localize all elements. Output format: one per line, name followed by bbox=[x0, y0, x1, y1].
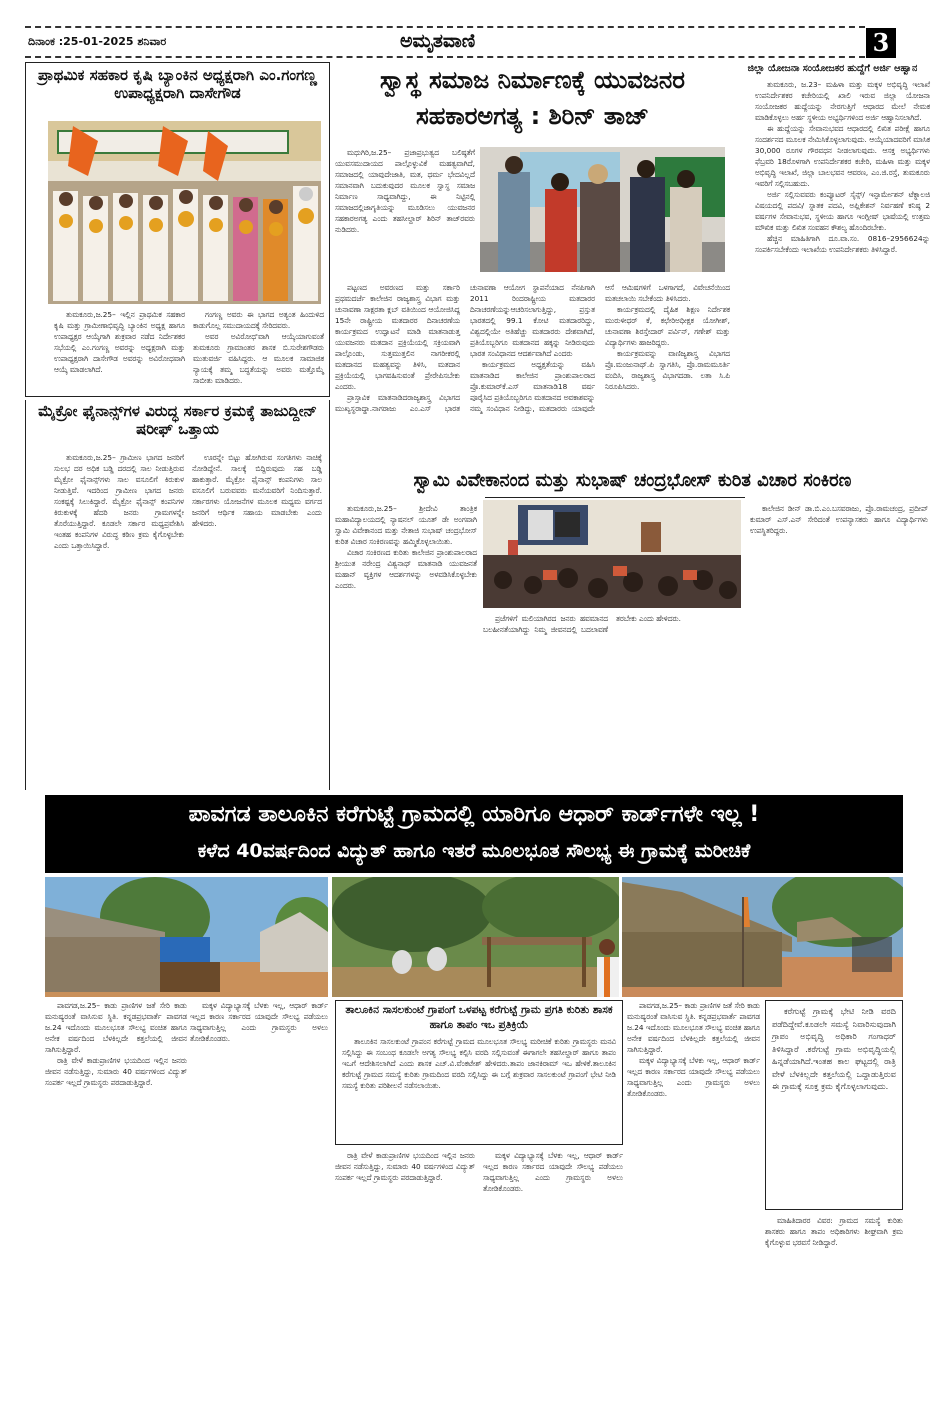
article-micro-finance bbox=[25, 400, 330, 790]
article-col-1 bbox=[335, 503, 477, 788]
headline: ಮೈಕ್ರೋ ಫೈನಾನ್ಸ್‌ಗಳ ವಿರುದ್ಧ ಸರ್ಕಾರ ಕ್ರಮಕ್ಕೆ ತಾಜುದ್ದೀನ್ ಷರೀಫ್ ಒತ್ತಾಯ bbox=[38, 402, 317, 438]
paragraph: ರಾತ್ರಿ ವೇಳೆ ಕಾಡುಪ್ರಾಣಿಗಳ ಭಯದಿಂದ ಇಲ್ಲಿನ ಜನರು ಜೀವನ ನಡೆಸುತ್ತಿದ್ದು, ಸುಮಾರು 40 ವರ್ಷಗಳಿಂದ ವಿದ್ಯುತ್ ಸಂಪರ್ಕ ಇಲ್ಲದೆ ಗ್ರಾಮಸ್ಥರು ಪರದಾಡುತ್ತಿದ್ದಾರೆ. bbox=[45, 1056, 187, 1087]
photo-oath-ceremony-icon bbox=[480, 147, 725, 272]
paragraph: ವಿಚಾರ ಸಂಕಿರಣದ ಕುರಿತು ಕಾಲೇಜಿನ ಪ್ರಾಂಶುಪಾಲರಾದ ಶ್ರೀಯುತ ನರೇಂದ್ರ ವಿಶ್ವನಾಥ್ ಮಾತನಾಡಿ ಯುವಜನತೆ ಮಹಾನ್ ವ್ಯಕ್ತಿಗಳ ಆದರ್ಶಗಳನ್ನು ಅಳವಡಿಸಿಕೊಳ್ಳಬೇಕು ಎಂದರು. bbox=[335, 548, 477, 590]
article-body bbox=[54, 309, 324, 386]
photo-thatched-huts bbox=[622, 877, 903, 997]
article-voters-day bbox=[335, 62, 730, 462]
article-col-2 bbox=[483, 613, 741, 788]
photo-seminar-hall bbox=[483, 500, 741, 608]
masthead-rule-top bbox=[25, 26, 865, 28]
masthead-rule-bottom bbox=[25, 56, 865, 58]
karegutte-banner-headline bbox=[45, 795, 903, 873]
article-district-coordinator bbox=[735, 62, 930, 462]
photo-tin-roof-huts bbox=[45, 877, 328, 997]
article-vivekananda-seminar bbox=[335, 465, 930, 790]
photo-oath-ceremony bbox=[480, 147, 725, 272]
article-lead-column bbox=[335, 147, 475, 235]
box-headline: ತಾಲೂಕಿನ ಸಾಸಲಕುಂಟೆ ಗ್ರಾಪಂಗೆ ಒಳಪಟ್ಟ ಕರೆಗುಟ್ಟೆ ಗ್ರಾಮ ಪ್ರಗತಿ ಕುರಿತು ಶಾಸಕ ಹಾಗೂ ತಾಪಂ ಇಒ ಪ್ರತಿಕ್ರಿಯೆ bbox=[345, 1004, 613, 1031]
article-body bbox=[54, 452, 322, 782]
box-body bbox=[772, 1005, 896, 1093]
headline-underline bbox=[485, 497, 745, 498]
karegutte-col-3 bbox=[335, 1150, 623, 1410]
box-body bbox=[342, 1036, 616, 1091]
paragraph: ತಾಲೂಕಿನ ಸಾಸಲಕುಂಟೆ ಗ್ರಾಪಂನ ಕರೆಗುಟ್ಟೆ ಗ್ರಾಮದ ಮೂಲಭೂತ ಸೌಲಭ್ಯ ಮರೀಚಿಕೆ ಕುರಿತು ಗ್ರಾಮಸ್ಥರು ಮನವಿ ಸಲ್ಲಿಸಿದ್ದು ಈ ಸಂಬಂಧ ಕೂಡಲೇ ಅಗತ್ಯ ಸೌಲಭ್ಯ ಕಲ್ಪಿಸಿ ವರದಿ ಸಲ್ಲಿಸುವಂತೆ ಈಗಾಗಲೇ ತಹಸೀಲ್ದಾರ್ ಹಾಗೂ ತಾಪಂ ಇಒಗೆ ಆದೇಶಿಸಲಾಗಿದೆ ಎಂದು ಶಾಸಕ ಎಚ್.ವಿ.ವೆಂಕಟೇಶ್ ಹೇಳಿದರು.ತಾಪಂ ಜಾನಕಿರಾಮ್ ಇಒ ಹೇಳಿಕೆ.ತಾಲೂಕಿನ ಕರೆಗುಟ್ಟೆ ಗ್ರಾಮದ ಸಮಸ್ಯೆ ಕುರಿತು ಗ್ರಾಮದಿಂದ ವರದಿ ಸಲ್ಲಿಸಿದ್ದು ಈ ಬಗ್ಗೆ ಶುಕ್ರವಾರ ಸಾಸಲಕುಂಟೆ ಗ್ರಾಪಂಗೆ ಭೇಟಿ ನೀಡಿ ಸಮಸ್ಯೆ ಕುರಿತು ಪರಿಶೀಲನೆ ನಡೆಸಲಾಯಿತು. bbox=[342, 1037, 616, 1090]
paragraph: ಪಟ್ಟಣದ ಅವರಣದ ಮತ್ತು ಸರ್ಕಾರಿ ಪ್ರಥಮದರ್ಜೆ ಕಾಲೇಜಿನ ರಾಜ್ಯಶಾಸ್ತ್ರ ವಿಭಾಗ ಮತ್ತು ಚುನಾವಣಾ ಸಾಕ್ಷರತಾ ಕ್ಲಬ್ ವತಿಯಿಂದ ಆಯೋಜಿಸಿದ್ದ 15ನೇ ರಾಷ್ಟ್ರೀಯ ಮತದಾರರ ದಿನಾಚರಣೆಯ ಕಾರ್ಯಕ್ರಮದ ಉದ್ಘಾಟನೆ ಮಾಡಿ ಮಾತನಾಡುತ್ತ ಯುವಜನರು ಮತದಾನ ಪ್ರಕ್ರಿಯೆಯಲ್ಲಿ ಸಕ್ರಿಯವಾಗಿ ಪಾಲ್ಗೊಂಡು, ಸುತ್ತಮುತ್ತಲಿನ ನಾಗರೀಕರಲ್ಲಿ ಮತದಾನದ ಮಹತ್ವವನ್ನು ತಿಳಿಸಿ, ಮತದಾನ ಪ್ರಕ್ರಿಯೆಯಲ್ಲಿ ಭಾಗವಹಿಸುವಂತೆ ಪ್ರೇರೇಪಿಸಬೇಕು ಎಂದರು. bbox=[335, 283, 460, 391]
article-body bbox=[335, 282, 730, 462]
karegutte-col-2 bbox=[190, 1000, 328, 1410]
paragraph: ರಾತ್ರಿ ವೇಳೆ ಕಾಡುಪ್ರಾಣಿಗಳ ಭಯದಿಂದ ಇಲ್ಲಿನ ಜನರು ಜೀವನ ನಡೆಸುತ್ತಿದ್ದು, ಸುಮಾರು 40 ವರ್ಷಗಳಿಂದ ವಿದ್ಯುತ್ ಸಂಪರ್ಕ ಇಲ್ಲದೆ ಗ್ರಾಮಸ್ಥರು ಪರದಾಡುತ್ತಿದ್ದಾರೆ. bbox=[335, 1151, 475, 1182]
paragraph: ಕಾರ್ಯಕ್ರಮದ ಅಧ್ಯಕ್ಷತೆಯನ್ನು ವಹಿಸಿ ಮಾತನಾಡಿದ ಕಾಲೇಜಿನ ಪ್ರಾಂಶುಪಾಲರಾದ ಪ್ರೊ.ಕುಮಾರ್‌ಕೆ.ಎಸ್ ಮಾತನಾಡಿ18 ವರ್ಷ ಪೂರೈಸಿದ ಪ್ರತಿಯೊಬ್ಬರಿಗೂ ಮತದಾನದ ಅವಕಾಶವನ್ನು ನಮ್ಮ ಸಂವಿಧಾನ ನೀಡಿದ್ದು, ಮತದಾರರು ಯಾವುದೇ ಆಸೆ ಆಮಿಷಗಳಿಗೆ ಒಳಗಾಗದೆ, ವಿವೇಚನೆಯಿಂದ ಮತಚಲಾಯಿ ಸಬೇಕೆಂದು ತಿಳಿಸಿದರು. bbox=[470, 283, 730, 413]
paragraph: ತುಮಕೂರು,ಜ.25– ಇಲ್ಲಿನ ಪ್ರಾಥಮಿಕ ಸಹಕಾರ ಕೃಷಿ ಮತ್ತು ಗ್ರಾಮೀಣಾಭಿವೃದ್ಧಿ ಬ್ಯಾಂಕಿನ ಅಧ್ಯಕ್ಷ ಹಾಗೂ ಉಪಾಧ್ಯಕ್ಷರ ಆಯ್ಕೆಗಾಗಿ ಶುಕ್ರವಾರ ನಡೆದ ನಿರ್ದೇಶಕರ ಸಭೆಯಲ್ಲಿ ಎಂ.ಗಂಗಣ್ಣ ಅವರನ್ನು ಅಧ್ಯಕ್ಷರಾಗಿ ಮತ್ತು ಉಪಾಧ್ಯಕ್ಷರಾಗಿ ದಾಸೇಗೌಡ ಅವರನ್ನು ಅವಿರೋಧವಾಗಿ ಆಯ್ಕೆ ಮಾಡಲಾಗಿದೆ. bbox=[54, 310, 185, 374]
paragraph: ಮಾಹಿತಿದಾರರ ವಿವರ: ಗ್ರಾಮದ ಸಮಸ್ಯೆ ಕುರಿತು ಶಾಸಕರು ಹಾಗೂ ತಾಪಂ ಅಧಿಕಾರಿಗಳು ಶೀಘ್ರವಾಗಿ ಕ್ರಮ ಕೈಗೊಳ್ಳುವ ಭರವಸೆ ನೀಡಿದ್ದಾರೆ. bbox=[765, 1216, 903, 1247]
paragraph: ಮಧುಗಿರಿ,ಜ.25– ಪ್ರಜಾಪ್ರಭುತ್ವದ ಬಲಿಷ್ಠತೆಗೆ ಯುವಸಮುದಾಯದ ಪಾಲ್ಗೊಳ್ಳುವಿಕೆ ಮಹತ್ವವಾಗಿದೆ, ಸಮಾಜದಲ್ಲಿ ಯಾವುದೇಜಾತಿ, ಮತ, ಧರ್ಮ ಭೇದವಿಲ್ಲದೆ ಸಮಾನವಾಗಿ ಬದುಕುವುದರ ಮೂಲಕ ಸ್ವಾಸ್ಥ ಸಮಾಜ ನಿರ್ಮಾಣ ಸಾಧ್ಯವಾಗಿದ್ದು, ಈ ನಿಟ್ಟಿನಲ್ಲಿ ಸಮಾಜದಲ್ಲಿಜಾಗೃತಿಯನ್ನು ಮೂಡಿಸಲು ಯುವಜನರ ಸಹಕಾರಅಗತ್ಯ ಎಂದು ತಹಸೀಲ್ದಾರ್ ಶಿರಿನ್ ತಾಜ್‌ರವರು ನುಡಿದರು. bbox=[335, 148, 475, 234]
article-cooperative-bank bbox=[25, 62, 330, 397]
photo-seminar-hall-icon bbox=[483, 500, 741, 608]
headline: ಪ್ರಾಥಮಿಕ ಸಹಕಾರ ಕೃಷಿ ಬ್ಯಾಂಕಿನ ಅಧ್ಯಕ್ಷರಾಗಿ ಎಂ.ಗಂಗಣ್ಣ ಉಪಾಧ್ಯಕ್ಷರಾಗಿ ದಾಸೇಗೌಡ bbox=[38, 66, 317, 102]
paragraph: ಪ್ರಾಸ್ತಾವಿಕ ಮಾತನಾಡಿದರಾಜ್ಯಶಾಸ್ತ್ರ ವಿಭಾಗದ ಮುಖ್ಯಸ್ಥರಾದ್ಡಾ.ನಾಗರಾಜು ಎಂ.ಎಸ್ ಭಾರತ ಚುನಾವಣಾ ಆಯೋಗ ಸ್ಥಾಪನೆಯಾದ ನೆನಪಿಗಾಗಿ 2011 ರಿಂದರಾಷ್ಟ್ರೀಯ ಮತದಾರರ ದಿನಾಚರಣೆಯನ್ನುಆಚರಿಸಲಾಗುತ್ತಿದ್ದು, ಪ್ರಸ್ತುತ ಭಾರತದಲ್ಲಿ 99.1 ಕೋಟಿ ಮತದಾರರಿದ್ದು, ವಿಶ್ವದಲ್ಲಿಯೇ ಅತಿಹೆಚ್ಚು ಮತದಾರರು ದೇಶವಾಗಿದೆ, ಪ್ರತಿಯೊಬ್ಬರಿಗೂ ಮತದಾನದ ಹಕ್ಕನ್ನು ನೀಡಿರುವುದು ಭಾರತ ಸಂವಿಧಾನದ ಆದರ್ಶವಾಗಿದೆ ಎಂದರು bbox=[335, 283, 595, 413]
banner-line-2: ಕಳೆದ 40ವರ್ಷದಿಂದ ವಿದ್ಯುತ್ ಹಾಗೂ ಇತರೆ ಮೂಲಭೂತ ಸೌಲಭ್ಯ ಈ ಗ್ರಾಮಕ್ಕೆ ಮರೀಚಿಕೆ bbox=[197, 840, 751, 862]
paragraph: ಪಾವಗಡ,ಜ.25– ಕಾಡು ಪ್ರಾಣಿಗಳ ಜತೆ ಸೇರಿ ಕಾಡು ಮನುಷ್ಯರಂತೆ ವಾಸಿಸುವ ಸ್ಥಿತಿ. ಕನ್ನಡಪ್ರಭವಾರ್ತೆ ಪಾವಗಡ ಜ.24 ಇದೊಂದು ಮೂಲಭೂತ ಸೌಲಭ್ಯ ವಂಚಿತ ಹಾಗೂ ಅನೇಕ ವರ್ಷದಿಂದ ಬೆಳಕಿಲ್ಲದೇ ಕತ್ತಲೆಯಲ್ಲಿ ಜೀವನ ಸಾಗಿಸುತ್ತಿದ್ದಾರೆ. bbox=[45, 1001, 187, 1054]
karegutte-response-box bbox=[335, 1000, 623, 1145]
paragraph: ಕರೆಗುಟ್ಟೆ ಗ್ರಾಮಕ್ಕೆ ಭೇಟಿ ನೀಡಿ ವರದಿ ಪಡೆದಿದ್ದೇವೆ.ಕೂಡಲೇ ಸಮಸ್ಯೆ ನಿವಾರಿಸುವುದಾಗಿ ಗ್ರಾಪಂ ಅಭಿವೃದ್ಧಿ ಅಧಿಕಾರಿ ಗಂಗಾಧರ್ ತಿಳಿಸಿದ್ದಾರೆ .ಕರೆಗುಟ್ಟೆ ಗ್ರಾಮ ಅಭಿವೃದ್ಧಿಯಲ್ಲಿ ಹಿನ್ನಡೆಯಾಗಿದೆ.ಇಂತಹ ಕಾಲ ಘಟ್ಟದಲ್ಲಿ ರಾತ್ರಿ ವೇಳೆ ಬೆಳಕಿಲ್ಲದೇ ಕತ್ತಲೆಯಲ್ಲಿ ಒದ್ದಾಡುತ್ತಿರುವ ಈ ಗ್ರಾಮಕ್ಕೆ ಸೂಕ್ತ ಕ್ರಮ ಕೈಗೊಳ್ಳಲಾಗುವುದು. bbox=[772, 1006, 896, 1091]
paragraph: ಕಾರ್ಯಕ್ರಮದಲ್ಲಿ ದೈಹಿಕ ಶಿಕ್ಷಣ ನಿರ್ದೇಶಕ ಮುರುಳೀಧರ್ ಕೆ, ಕಛೇರಿಅಧೀಕ್ಷಕ ಯೋಗೀಶ್, ಚುನಾವಣಾ ಶಿರಸ್ತೇದಾರ್ ಪರ್ವಿನ್, ಗಣೇಶ್ ಮತ್ತು ವಿದ್ಯಾರ್ಥಿಗಳು ಹಾಜರಿದ್ದರು. bbox=[605, 305, 730, 347]
photo-group-garlanded bbox=[48, 121, 321, 304]
paragraph: ಪಾವಗಡ,ಜ.25– ಕಾಡು ಪ್ರಾಣಿಗಳ ಜತೆ ಸೇರಿ ಕಾಡು ಮನುಷ್ಯರಂತೆ ವಾಸಿಸುವ ಸ್ಥಿತಿ. ಕನ್ನಡಪ್ರಭವಾರ್ತೆ ಪಾವಗಡ ಜ.24 ಇದೊಂದು ಮೂಲಭೂತ ಸೌಲಭ್ಯ ವಂಚಿತ ಹಾಗೂ ಅನೇಕ ವರ್ಷದಿಂದ ಬೆಳಕಿಲ್ಲದೇ ಕತ್ತಲೆಯಲ್ಲಿ ಜೀವನ ಸಾಗಿಸುತ್ತಿದ್ದಾರೆ. bbox=[627, 1001, 760, 1054]
article-body bbox=[735, 79, 930, 255]
issue-date: ದಿನಾಂಕ :25-01-2025 ಶನಿವಾರ bbox=[28, 35, 167, 48]
paragraph: ಹೆಚ್ಚಿನ ಮಾಹಿತಿಗಾಗಿ ದೂ.ವಾ.ಸಂ. 0816–2956624ನ್ನು ಸಂಪರ್ಕಿಸಬೇಕೆಂದು ಇಲಾಖೆಯ ಉಪನಿರ್ದೇಶಕರು ತಿಳಿಸಿದ್ದಾರೆ. bbox=[755, 234, 930, 254]
karegutte-col-4 bbox=[627, 1000, 760, 1410]
paragraph: ತುಮಕೂರು,ಜ.25– ಗ್ರಾಮೀಣ ಭಾಗದ ಜನರಿಗೆ ಸುಲಭ ದರ ಅಧಿಕ ಬಡ್ಡಿ ದರದಲ್ಲಿ ಸಾಲ ನೀಡುತ್ತಿರುವ ಮೈಕ್ರೋ ಫೈನಾನ್ಸ್‌ಗಳು ಸಾಲ ವಸೂಲಿಗೆ ಕಿರುಕುಳ ನೀಡುತ್ತಿವೆ. ಇದರಿಂದ ಗ್ರಾಮೀಣ ಭಾಗದ ಜನರು ಸಂಕಷ್ಟಕ್ಕೆ ಸಿಲುಕಿದ್ದಾರೆ. ಮೈಕ್ರೋ ಫೈನಾನ್ಸ್ ಕಂಪನಿಗಳ ಕಿರುಕುಳಕ್ಕೆ ಹೆದರಿ ಜನರು ಗ್ರಾಮಗಳನ್ನೇ ತೊರೆಯುತ್ತಿದ್ದಾರೆ. ಕೂಡಲೇ ಸರ್ಕಾರ ಮಧ್ಯಪ್ರವೇಶಿಸಿ ಇಂತಹ ಕಂಪನಿಗಳ ವಿರುದ್ಧ ಕಠಿಣ ಕ್ರಮ ಕೈಗೊಳ್ಳಬೇಕು ಎಂದು ಒತ್ತಾಯಿಸಿದ್ದಾರೆ. bbox=[54, 453, 184, 550]
photo-group-garlanded-icon bbox=[48, 121, 321, 304]
headline: ಸ್ವಾಸ್ಥ ಸಮಾಜ ನಿರ್ಮಾಣಕ್ಕೆ ಯುವಜನರ ಸಹಕಾರಅಗತ್ಯ : ಶಿರಿನ್ ತಾಜ್ bbox=[380, 66, 685, 130]
paragraph: ಮಕ್ಕಳ ವಿದ್ಯಾಭ್ಯಾಸಕ್ಕೆ ಬೆಳಕು ಇಲ್ಲ, ಆಧಾರ್ ಕಾರ್ಡ್ ಇಲ್ಲದ ಕಾರಣ ಸರ್ಕಾರದ ಯಾವುದೇ ಸೌಲಭ್ಯ ಪಡೆಯಲು ಸಾಧ್ಯವಾಗುತ್ತಿಲ್ಲ ಎಂದು ಗ್ರಾಮಸ್ಥರು ಅಳಲು ತೋಡಿಕೊಂಡರು. bbox=[190, 1001, 328, 1043]
article-col-3 bbox=[750, 503, 928, 788]
karegutte-officer-box bbox=[765, 1000, 903, 1210]
page-number: 3 bbox=[866, 28, 896, 58]
photo-tin-roof-huts-icon bbox=[45, 877, 328, 997]
paragraph: ಮಕ್ಕಳ ವಿದ್ಯಾಭ್ಯಾಸಕ್ಕೆ ಬೆಳಕು ಇಲ್ಲ, ಆಧಾರ್ ಕಾರ್ಡ್ ಇಲ್ಲದ ಕಾರಣ ಸರ್ಕಾರದ ಯಾವುದೇ ಸೌಲಭ್ಯ ಪಡೆಯಲು ಸಾಧ್ಯವಾಗುತ್ತಿಲ್ಲ ಎಂದು ಗ್ರಾಮಸ್ಥರು ಅಳಲು ತೋಡಿಕೊಂಡರು. bbox=[627, 1056, 760, 1098]
headline: ಸ್ವಾಮಿ ವಿವೇಕಾನಂದ ಮತ್ತು ಸುಭಾಷ್ ಚಂದ್ರಭೋಸ್ ಕುರಿತ ವಿಚಾರ ಸಂಕಿರಣ bbox=[413, 470, 852, 491]
paragraph: ಪ್ರಜೆಗಳಿಗೆ ಮಲಿಯಾಗಿರದ ಜನರು ಹವಮಾನದ ಬಲಹೀನತೆಯಾಗಿದ್ದು ನಿಮ್ಮ ಜೀವನದಲ್ಲಿ ಬದಲಾವಣೆ ತರಬೇಕು ಎಂದು ಹೇಳಿದರು. bbox=[483, 614, 681, 634]
headline: ಜಿಲ್ಲಾ ಯೋಜನಾ ಸಂಯೋಜಕರ ಹುದ್ದೆಗೆ ಅರ್ಜಿ ಆಹ್ವಾನ bbox=[747, 63, 918, 74]
paragraph: ಕಾರ್ಯಕ್ರಮವನ್ನು ವಾಣಿಜ್ಯಶಾಸ್ತ್ರ ವಿಭಾಗದ ಪ್ರೊ.ಮಂಜುನಾಥ್.ಪಿ ಸ್ವಾಗತಿಸಿ, ಪ್ರೊ.ರಾಮಮೂರ್ತಿ ವಂದಿಸಿ, ರಾಜ್ಯಶಾಸ್ತ್ರ ವಿಭಾಗದಡಾ. ಲತಾ ಸಿ.ಪಿ ನಿರೂಪಿಸಿದರು. bbox=[605, 349, 730, 391]
paragraph: ಮಕ್ಕಳ ವಿದ್ಯಾಭ್ಯಾಸಕ್ಕೆ ಬೆಳಕು ಇಲ್ಲ, ಆಧಾರ್ ಕಾರ್ಡ್ ಇಲ್ಲದ ಕಾರಣ ಸರ್ಕಾರದ ಯಾವುದೇ ಸೌಲಭ್ಯ ಪಡೆಯಲು ಸಾಧ್ಯವಾಗುತ್ತಿಲ್ಲ ಎಂದು ಗ್ರಾಮಸ್ಥರು ಅಳಲು ತೋಡಿಕೊಂಡರು. bbox=[483, 1151, 623, 1193]
karegutte-col-1 bbox=[45, 1000, 187, 1410]
paragraph: ತುಮಕೂರು,ಜ.25– ಶ್ರೀದೇವಿ ತಾಂತ್ರಿಕ ಮಹಾವಿದ್ಯಾಲಯದಲ್ಲಿ ನ್ಯಾಷನಲ್ ಯೂತ್ ಡೇ ಅಂಗವಾಗಿ ಸ್ವಾಮಿ ವಿವೇಕಾನಂದ ಮತ್ತು ನೇತಾಜಿ ಸುಭಾಷ್ ಚಂದ್ರಭೋಸ್ ಕುರಿತ ವಿಚಾರ ಸಂಕಿರಣವನ್ನು ಹಮ್ಮಿಕೊಳ್ಳಲಾಯಿತು. bbox=[335, 504, 477, 546]
newspaper-title: ಅಮೃತವಾಣಿ bbox=[400, 30, 476, 52]
paragraph: ಊರನ್ನೇ ಬಿಟ್ಟು ಹೋಗಿರುವ ಸಂಗತಿಗಳು ನಾಚಿಕ್ಕೆ ನೋಡಿದ್ದೇನೆ. ಸಾಲಕ್ಕೆ ಬಿದ್ದಿರುವುದು ಸಹ ಬಡ್ಡಿ ಹಾಕುತ್ತಾರೆ. ಮೈಕ್ರೋ ಫೈನಾನ್ಸ್ ಕಂಪನಿಗಳು ಸಾಲ ವಸೂಲಿಗೆ ಬರುವವರು ಮನೆಯವರಿಗೆ ನಿಂದಿಸುತ್ತಾರೆ. ಸರ್ಕಾರಗಳು ಯೋಜನೆಗಳ ಮೂಲಕ ಮಧ್ಯಮ ವರ್ಗದ ಜನರಿಗೆ ಆರ್ಥಿಕ ಸಹಾಯ ಮಾಡಬೇಕು ಎಂದು ಹೇಳಿದರು. bbox=[192, 453, 322, 528]
banner-line-1: ಪಾವಗಡ ತಾಲೂಕಿನ ಕರೆಗುಟ್ಟೆ ಗ್ರಾಮದಲ್ಲಿ ಯಾರಿಗೂ ಆಧಾರ್ ಕಾರ್ಡ್‌ಗಳೇ ಇಲ್ಲ ! bbox=[188, 802, 760, 827]
paragraph: ಗಂಗಣ್ಣ ಅವರು ಈ ಭಾಗದ ಅತ್ಯಂತ ಹಿಂದುಳಿದ ಕಾಡುಗೊಲ್ಲ ಸಮುದಾಯದಕ್ಕೆ ಸೇರಿದವರು. bbox=[193, 310, 324, 330]
paragraph: ಅವರ ಅವಿರೋಧ'ವಾಗಿ ಆಯ್ಕೆಯಾಗುವಂತೆ ತುಮಕೂರು ಗ್ರಾಮಾಂತರ ಶಾಸಕ ಬಿ.ಸುರೇಶಗೌಡರು ಮುತುವರ್ಜಿ ವಹಿಸಿದ್ದರು. ಆ ಮೂಲಕ ಸಾಮಾಜಿಕ ನ್ಯಾಯಕ್ಕೆ ತಮ್ಮ ಬದ್ಧತೆಯನ್ನು ಅವರು ಮತ್ತೊಮ್ಮೆ ಸಾಬೀತು ಮಾಡಿದರು. bbox=[193, 332, 324, 385]
photo-thatched-huts-icon bbox=[622, 877, 903, 997]
paragraph: ಈ ಹುದ್ದೆಯನ್ನು ಸೇವಾನುಭವದ ಆಧಾರದಲ್ಲಿ ಲಿಖಿತ ಪರೀಕ್ಷೆ ಹಾಗೂ ಸಂದರ್ಶನದ ಮೂಲಕ ನೇಮಿಸಿಕೊಳ್ಳಲಾಗುವುದು. ಆಯ್ಕೆಯಾದವರಿಗೆ ಮಾಸಿಕ 30,000 ರೂಗಳ ಗೌರವಧನ ನೀಡಲಾಗುವುದು. ಆಸಕ್ತ ಅಭ್ಯರ್ಥಿಗಳು ಫೆಬ್ರವರಿ 18ರೊಳಗಾಗಿ ಉಪನಿರ್ದೇಶಕರ ಕಚೇರಿ, ಮಹಿಳಾ ಮತ್ತು ಮಕ್ಕಳ ಅಭಿವೃದ್ಧಿ ಇಲಾಖೆ, ಜಿಲ್ಲಾ ಬಾಲಭವನ ಆವರಣ, ಎಂ.ಜಿ.ರಸ್ತೆ, ತುಮಕೂರು ಇವರಿಗೆ ಸಲ್ಲಿಸಬಹುದು. bbox=[755, 124, 930, 188]
photo-cattle-shed-icon bbox=[332, 877, 619, 997]
karegutte-col-5 bbox=[765, 1215, 903, 1410]
paragraph: ಕಾಲೇಜಿನ ಡೀನ್ ಡಾ.ಬಿ.ಎಂ.ಬಸವರಾಜು, ಪ್ರೊ.ರಾಮಚಂದ್ರ, ಪ್ರದೀಪ್ ಕುಮಾರ್ ಎಸ್.ಎನ್ ಸೇರಿದಂತೆ ಉಪನ್ಯಾಸಕರು ಹಾಗೂ ವಿದ್ಯಾರ್ಥಿಗಳು ಉಪಸ್ಥಿತರಿದ್ದರು. bbox=[750, 504, 928, 535]
photo-cattle-shed bbox=[332, 877, 619, 997]
paragraph: ತುಮಕೂರು, ಜ.23– ಮಹಿಳಾ ಮತ್ತು ಮಕ್ಕಳ ಅಭಿವೃದ್ಧಿ ಇಲಾಖೆ ಉಪನಿರ್ದೇಶಕರ ಕಚೇರಿಯಲ್ಲಿ ಖಾಲಿ ಇರುವ ಜಿಲ್ಲಾ ಯೋಜನಾ ಸಂಯೋಜಕರ ಹುದ್ದೆಯನ್ನು ನೇರಗುತ್ತಿಗೆ ಆಧಾರದ ಮೇಲೆ ನೇಮಕ ಮಾಡಿಕೊಳ್ಳಲು ಅರ್ಹ ಸ್ಥಳೀಯ ಅಭ್ಯರ್ಥಿಗಳಿಂದ ಅರ್ಜಿ ಆಹ್ವಾನಿಸಲಾಗಿದೆ. bbox=[755, 80, 930, 122]
paragraph: ಅರ್ಜಿ ಸಲ್ಲಿಸುವವರು ಕಂಪ್ಯೂಟರ್ ಸೈನ್ಸ್/ ಇನ್ಫಾರ್ಮೇಶನ್ ಟೆಕ್ನಾಲಜಿ ವಿಷಯದಲ್ಲಿ ಪದವಿ/ ಸ್ನಾತಕ ಪದವಿ, ಅಪ್ಲಿಕೇಶನ್ ನಿರ್ವಹಣೆ ಕನಿಷ್ಠ 2 ವರ್ಷಗಳ ಸೇವಾನುಭವ, ಸ್ಥಳೀಯ ಹಾಗೂ ಇಂಗ್ಲೀಷ್ ಭಾಷೆಯಲ್ಲಿ ಉತ್ತಮ ಮೌಖಿಕ ಮತ್ತು ಲಿಖಿತ ಸಂವಹನ ಕೌಶಲ್ಯ ಹೊಂದಿರಬೇಕು. bbox=[755, 190, 930, 232]
